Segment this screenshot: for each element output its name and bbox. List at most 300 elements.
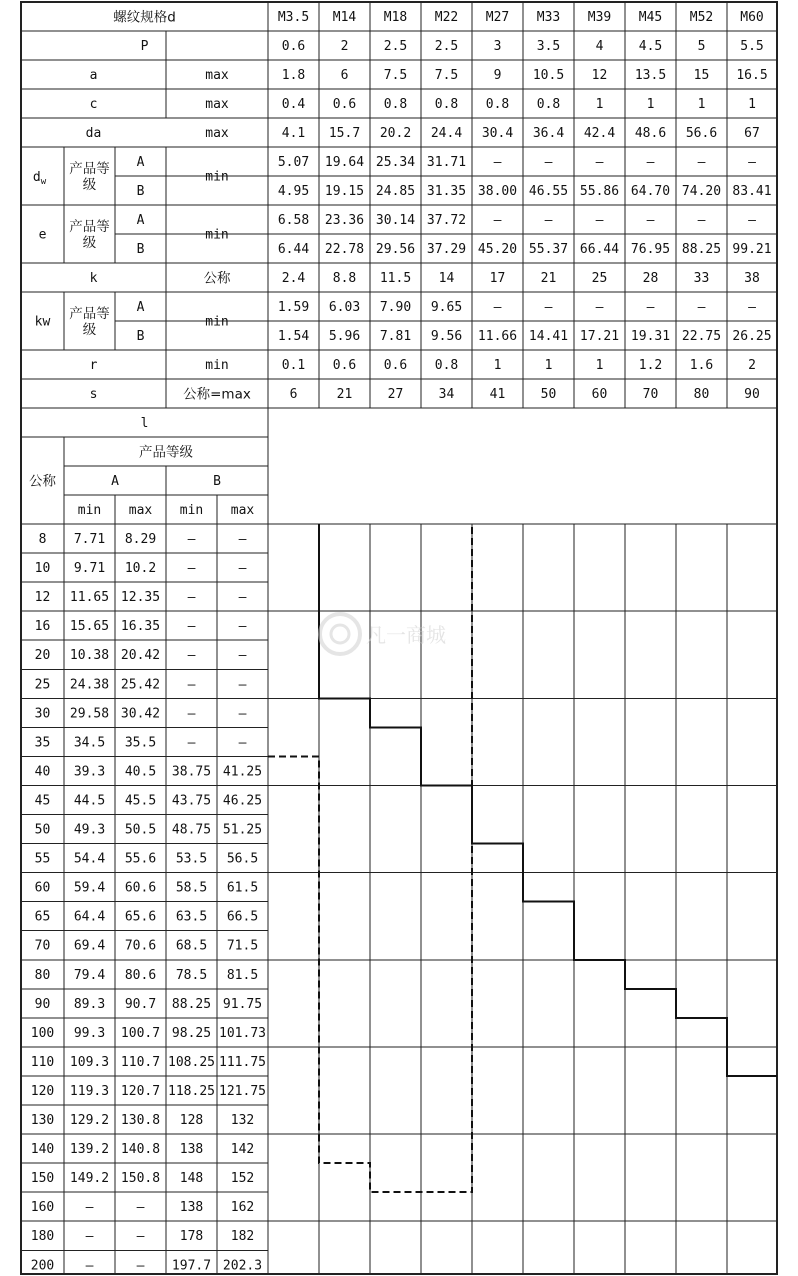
dim-e-a-value: 6.58 (277, 213, 310, 228)
size-header-m18: M18 (383, 10, 408, 25)
length-value: 55.6 (124, 851, 157, 867)
length-value: — (187, 706, 196, 722)
dim-c-value: 0.8 (536, 97, 561, 112)
length-value: 64.4 (73, 909, 106, 925)
dim-s-value: 6 (289, 387, 298, 402)
dim-dw-a-value: — (544, 155, 553, 170)
dim-limit-c: max (205, 97, 229, 112)
length-value: — (136, 1229, 145, 1245)
length-value: 139.2 (69, 1142, 110, 1158)
length-nominal: 20 (34, 648, 51, 664)
dim-name-c: c (89, 97, 98, 112)
dim-a-value: 7.5 (383, 68, 408, 83)
dim-e-a-value: 37.72 (426, 213, 467, 228)
length-value: 45.5 (124, 793, 157, 809)
dim-name-k: k (89, 271, 98, 286)
dim-name-dw: $d_w$ (32, 169, 47, 187)
length-value: 53.5 (175, 851, 208, 867)
length-nominal: 120 (30, 1083, 55, 1099)
length-value: 25.42 (120, 677, 161, 693)
dim-dw-b-value: 83.41 (732, 184, 772, 199)
dim-name-r: r (89, 358, 98, 373)
dim-e-a-value: — (646, 213, 655, 228)
length-value: — (238, 706, 247, 722)
length-value: 197.7 (171, 1258, 212, 1274)
dim-dw-a-value: — (595, 155, 604, 170)
dim-c-value: 0.6 (332, 97, 357, 112)
length-nominal: 130 (30, 1113, 55, 1129)
dim-c-value: 1 (697, 97, 706, 112)
length-value: 100.7 (120, 1025, 161, 1041)
length-nominal: 30 (34, 706, 51, 722)
length-value: 108.25 (168, 1054, 215, 1070)
length-value: 182 (230, 1229, 255, 1245)
dim-dw-b-value: 24.85 (375, 184, 416, 199)
dim-da-value: 56.6 (685, 126, 718, 141)
dim-kw-a-value: — (697, 300, 706, 315)
dim-s-value: 80 (693, 387, 710, 402)
length-value: 38.75 (171, 764, 212, 780)
length-value: 44.5 (73, 793, 106, 809)
length-value: 48.75 (171, 822, 212, 838)
dim-s-value: 34 (438, 387, 455, 402)
dim-dw-a-value: — (493, 155, 502, 170)
dim-dw-b-value: 38.00 (477, 184, 518, 199)
grade-letter-a: A (136, 300, 145, 315)
length-value: 149.2 (69, 1171, 110, 1187)
length-value: 68.5 (175, 938, 208, 954)
length-value: 81.5 (226, 967, 259, 983)
dim-dw-a-value: — (748, 155, 756, 170)
length-value: — (136, 1200, 145, 1216)
length-value: 50.5 (124, 822, 157, 838)
thread-size-header: 螺纹规格d (113, 9, 176, 26)
dim-dw-b-value: 55.86 (579, 184, 620, 199)
length-value: 15.65 (69, 619, 110, 635)
dim-r-value: 1.2 (638, 358, 663, 373)
length-value: 80.6 (124, 967, 157, 983)
dim-s-value: 70 (642, 387, 659, 402)
length-value: 10.2 (124, 561, 157, 577)
dim-s-value: 41 (489, 387, 506, 402)
dim-da-value: 15.7 (328, 126, 361, 141)
dim-k-value: 8.8 (332, 271, 357, 286)
dim-P-value: 3.5 (536, 39, 561, 54)
dim-limit-s: 公称=max (183, 386, 251, 403)
length-nominal: 160 (30, 1200, 55, 1216)
dim-limit-da: max (205, 126, 229, 141)
dim-kw-b-value: 17.21 (579, 329, 620, 344)
dim-r-value: 1.6 (689, 358, 714, 373)
dim-limit-e: min (205, 227, 229, 243)
dim-e-b-value: 6.44 (277, 242, 310, 257)
dim-k-value: 2.4 (281, 271, 306, 286)
size-header-m60: M60 (740, 10, 764, 25)
dim-r-value: 2 (748, 358, 756, 373)
length-value: 152 (230, 1171, 255, 1187)
length-nominal: 12 (34, 590, 51, 606)
length-value: 79.4 (73, 967, 106, 983)
dim-dw-a-value: — (646, 155, 655, 170)
dim-P-value: 2 (340, 39, 349, 54)
dim-e-a-value: 30.14 (375, 213, 416, 228)
size-header-m45: M45 (638, 10, 663, 25)
length-value: 138 (179, 1142, 204, 1158)
dim-grade-label: 产品等级 (69, 306, 110, 338)
length-value: 16.35 (120, 619, 161, 635)
length-value: — (85, 1229, 94, 1245)
dim-a-value: 16.5 (736, 68, 768, 83)
length-value: — (238, 677, 247, 693)
dim-e-b-value: 76.95 (630, 242, 671, 257)
length-nominal: 200 (30, 1258, 55, 1274)
length-nominal: 150 (30, 1171, 55, 1187)
length-value: 59.4 (73, 880, 106, 896)
dim-name-P: P (140, 39, 149, 54)
dim-limit-kw: min (205, 314, 229, 330)
length-value: 128 (179, 1113, 204, 1129)
length-value: 120.7 (120, 1083, 161, 1099)
length-value: 61.5 (226, 880, 259, 896)
grade-letter-b: B (136, 242, 145, 257)
dim-e-a-value: 23.36 (324, 213, 365, 228)
length-nominal: 110 (30, 1054, 55, 1070)
length-value: — (136, 1258, 145, 1274)
dim-limit-a: max (205, 68, 229, 83)
length-value: 88.25 (171, 996, 212, 1012)
min-header: min (77, 503, 102, 518)
length-nominal: 65 (34, 909, 51, 925)
dim-kw-a-value: — (748, 300, 756, 315)
dim-dw-b-value: 46.55 (528, 184, 569, 199)
dim-e-b-value: 66.44 (579, 242, 620, 257)
dim-e-a-value: — (595, 213, 604, 228)
dim-k-value: 17 (489, 271, 506, 286)
nominal-header: 公称 (29, 473, 56, 490)
dim-kw-b-value: 5.96 (328, 329, 361, 344)
length-nominal: 55 (34, 851, 51, 867)
dim-da-value: 42.4 (583, 126, 616, 141)
min-header: min (179, 503, 204, 518)
dim-c-value: 0.4 (281, 97, 306, 112)
dim-r-value: 1 (595, 358, 604, 373)
dim-dw-b-value: 4.95 (277, 184, 310, 199)
dim-kw-a-value: 7.90 (379, 300, 412, 315)
size-header-m22: M22 (434, 10, 459, 25)
dim-e-b-value: 88.25 (681, 242, 722, 257)
length-value: — (85, 1258, 94, 1274)
dim-c-value: 1 (748, 97, 756, 112)
dim-e-b-value: 29.56 (375, 242, 416, 257)
dim-kw-b-value: 26.25 (732, 329, 772, 344)
length-nominal: 10 (34, 561, 51, 577)
dim-limit-k: 公称 (203, 270, 231, 287)
dim-name-a: a (89, 68, 98, 83)
length-value: 109.3 (69, 1054, 110, 1070)
dim-name-da: da (85, 126, 102, 141)
length-nominal: 40 (34, 764, 51, 780)
dim-r-value: 1 (493, 358, 502, 373)
size-header-m27: M27 (485, 10, 510, 25)
dim-e-a-value: — (748, 213, 756, 228)
dim-a-value: 10.5 (532, 68, 565, 83)
dim-da-value: 24.4 (430, 126, 463, 141)
length-value: 58.5 (175, 880, 208, 896)
length-value: 10.38 (69, 648, 110, 664)
dim-e-a-value: — (493, 213, 502, 228)
dim-c-value: 0.8 (485, 97, 510, 112)
dim-a-value: 6 (340, 68, 349, 83)
length-value: 51.25 (222, 822, 263, 838)
grade-letter-b: B (136, 184, 145, 199)
length-value: 24.38 (69, 677, 110, 693)
dim-dw-b-value: 64.70 (630, 184, 671, 199)
dim-dw-b-value: 74.20 (681, 184, 722, 199)
dim-dw-a-value: 25.34 (375, 155, 416, 170)
dim-P-value: 2.5 (383, 39, 408, 54)
dim-a-value: 1.8 (281, 68, 306, 83)
dim-name-kw: kw (34, 314, 51, 330)
length-value: 140.8 (120, 1142, 161, 1158)
length-nominal: 25 (34, 677, 51, 693)
dim-kw-a-value: 9.65 (430, 300, 463, 315)
dim-c-value: 0.8 (434, 97, 459, 112)
dim-r-value: 0.8 (434, 358, 459, 373)
dim-s-value: 50 (540, 387, 557, 402)
dim-name-e: e (38, 227, 47, 243)
dim-kw-a-value: — (595, 300, 604, 315)
length-value: 71.5 (226, 938, 259, 954)
dim-e-b-value: 99.21 (732, 242, 772, 257)
length-value: 20.42 (120, 648, 161, 664)
length-value: 162 (230, 1200, 255, 1216)
length-value: 121.75 (219, 1083, 266, 1099)
length-value: 34.5 (73, 735, 106, 751)
dim-kw-b-value: 1.54 (277, 329, 310, 344)
dim-kw-a-value: 1.59 (277, 300, 310, 315)
dim-a-value: 7.5 (434, 68, 459, 83)
grade-letter-b: B (136, 329, 145, 344)
dim-a-value: 9 (493, 68, 502, 83)
length-grade-label: 产品等级 (139, 444, 193, 461)
length-value: 12.35 (120, 590, 161, 606)
length-value: 41.25 (222, 764, 263, 780)
length-nominal: 60 (34, 880, 51, 896)
dim-dw-a-value: 31.71 (426, 155, 467, 170)
dim-da-value: 67 (744, 126, 760, 141)
dim-P-value: 5 (697, 39, 706, 54)
dim-P-value: 5.5 (740, 39, 764, 54)
dim-kw-b-value: 7.81 (379, 329, 412, 344)
dim-kw-a-value: 6.03 (328, 300, 361, 315)
dim-k-value: 14 (438, 271, 455, 286)
length-nominal: 16 (34, 619, 51, 635)
length-value: — (238, 561, 247, 577)
dim-a-value: 12 (591, 68, 608, 83)
length-grade-b: B (213, 474, 221, 489)
size-header-m33: M33 (536, 10, 561, 25)
size-header-m52: M52 (689, 10, 714, 25)
length-value: — (85, 1200, 94, 1216)
length-value: 46.25 (222, 793, 263, 809)
length-value: 30.42 (120, 706, 161, 722)
length-value: 99.3 (73, 1025, 106, 1041)
dim-kw-b-value: 11.66 (477, 329, 518, 344)
length-value: 70.6 (124, 938, 157, 954)
length-nominal: 140 (30, 1142, 55, 1158)
dim-k-value: 21 (540, 271, 557, 286)
length-value: 130.8 (120, 1113, 161, 1129)
length-value: 129.2 (69, 1113, 110, 1129)
length-value: — (238, 735, 247, 751)
size-header-m39: M39 (587, 10, 612, 25)
dim-dw-a-value: — (697, 155, 706, 170)
dim-r-value: 0.1 (281, 358, 306, 373)
dim-e-b-value: 45.20 (477, 242, 518, 257)
dim-da-value: 4.1 (281, 126, 306, 141)
dim-a-value: 15 (693, 68, 710, 83)
dim-r-value: 0.6 (383, 358, 408, 373)
dim-k-value: 11.5 (379, 271, 412, 286)
dim-a-value: 13.5 (634, 68, 667, 83)
length-value: 43.75 (171, 793, 212, 809)
length-value: — (187, 532, 196, 548)
length-value: 90.7 (124, 996, 157, 1012)
length-value: 8.29 (124, 532, 157, 548)
length-value: 65.6 (124, 909, 157, 925)
length-value: 39.3 (73, 764, 106, 780)
length-value: 150.8 (120, 1171, 161, 1187)
length-value: 178 (179, 1229, 204, 1245)
length-value: — (187, 590, 196, 606)
dim-limit-dw: min (205, 169, 229, 185)
max-header: max (128, 503, 153, 518)
length-value: 110.7 (120, 1054, 161, 1070)
length-value: 119.3 (69, 1083, 110, 1099)
dim-da-value: 36.4 (532, 126, 565, 141)
dim-P-value: 2.5 (434, 39, 459, 54)
dim-e-a-value: — (544, 213, 553, 228)
dim-s-value: 27 (387, 387, 404, 402)
dim-c-value: 1 (646, 97, 655, 112)
length-value: — (187, 677, 196, 693)
length-value: — (187, 561, 196, 577)
length-value: — (238, 590, 247, 606)
dim-r-value: 0.6 (332, 358, 357, 373)
length-nominal: 80 (34, 967, 51, 983)
length-value: 35.5 (124, 735, 157, 751)
length-value: — (238, 619, 247, 635)
dim-kw-b-value: 22.75 (681, 329, 722, 344)
length-value: 132 (230, 1113, 255, 1129)
dim-r-value: 1 (544, 358, 553, 373)
length-value: 66.5 (226, 909, 259, 925)
size-header-m14: M14 (332, 10, 357, 25)
length-value: 54.4 (73, 851, 106, 867)
length-nominal: 8 (38, 532, 47, 548)
length-value: — (238, 532, 247, 548)
length-value: 202.3 (222, 1258, 263, 1274)
grade-letter-a: A (136, 155, 145, 170)
length-nominal: 45 (34, 793, 51, 809)
dim-c-value: 0.8 (383, 97, 408, 112)
length-nominal: 50 (34, 822, 51, 838)
dim-kw-b-value: 14.41 (528, 329, 569, 344)
length-value: 63.5 (175, 909, 208, 925)
length-value: 148 (179, 1171, 204, 1187)
dim-P-value: 4.5 (638, 39, 663, 54)
dim-P-value: 0.6 (281, 39, 306, 54)
length-value: 78.5 (175, 967, 208, 983)
dim-k-value: 38 (744, 271, 760, 286)
dim-dw-a-value: 19.64 (324, 155, 365, 170)
size-header-m3-5: M3.5 (277, 10, 310, 25)
length-nominal: 180 (30, 1229, 55, 1245)
dim-kw-a-value: — (646, 300, 655, 315)
dim-k-value: 25 (591, 271, 608, 286)
dim-c-value: 1 (595, 97, 604, 112)
dim-da-value: 20.2 (379, 126, 412, 141)
length-value: 60.6 (124, 880, 157, 896)
length-value: 56.5 (226, 851, 259, 867)
length-value: 89.3 (73, 996, 106, 1012)
dim-e-b-value: 37.29 (426, 242, 467, 257)
dim-k-value: 33 (693, 271, 710, 286)
length-value: 142 (230, 1142, 255, 1158)
dim-P-value: 3 (493, 39, 502, 54)
length-nominal: 100 (30, 1025, 55, 1041)
dim-kw-a-value: — (493, 300, 502, 315)
length-value: 49.3 (73, 822, 106, 838)
length-value: 9.71 (73, 561, 106, 577)
length-value: — (187, 735, 196, 751)
length-value: 101.73 (219, 1025, 266, 1041)
dim-e-b-value: 55.37 (528, 242, 569, 257)
dim-dw-b-value: 31.35 (426, 184, 467, 199)
length-value: 29.58 (69, 706, 110, 722)
length-value: — (187, 619, 196, 635)
max-header: max (230, 503, 255, 518)
length-value: 7.71 (73, 532, 106, 548)
length-title: l (140, 416, 149, 431)
standard-length-upper-boundary (319, 524, 777, 1076)
dim-grade-label: 产品等级 (69, 219, 110, 251)
length-value: 40.5 (124, 764, 157, 780)
length-value: 138 (179, 1200, 204, 1216)
grade-letter-a: A (136, 213, 145, 228)
length-nominal: 70 (34, 938, 51, 954)
dim-s-value: 60 (591, 387, 608, 402)
watermark-text: 凡一商城 (366, 623, 446, 647)
dim-limit-r: min (205, 358, 229, 373)
length-value: 69.4 (73, 938, 106, 954)
dim-k-value: 28 (642, 271, 659, 286)
length-nominal: 35 (34, 735, 51, 751)
length-value: 11.65 (69, 590, 110, 606)
dim-da-value: 48.6 (634, 126, 667, 141)
dim-e-b-value: 22.78 (324, 242, 365, 257)
length-value: 111.75 (219, 1054, 266, 1070)
dim-dw-b-value: 19.15 (324, 184, 365, 199)
dim-s-value: 21 (336, 387, 353, 402)
dim-e-a-value: — (697, 213, 706, 228)
length-value: 98.25 (171, 1025, 212, 1041)
length-value: — (238, 648, 247, 664)
length-nominal: 90 (34, 996, 51, 1012)
dim-name-s: s (89, 387, 98, 402)
dim-P-value: 4 (595, 39, 604, 54)
dim-da-value: 30.4 (481, 126, 514, 141)
